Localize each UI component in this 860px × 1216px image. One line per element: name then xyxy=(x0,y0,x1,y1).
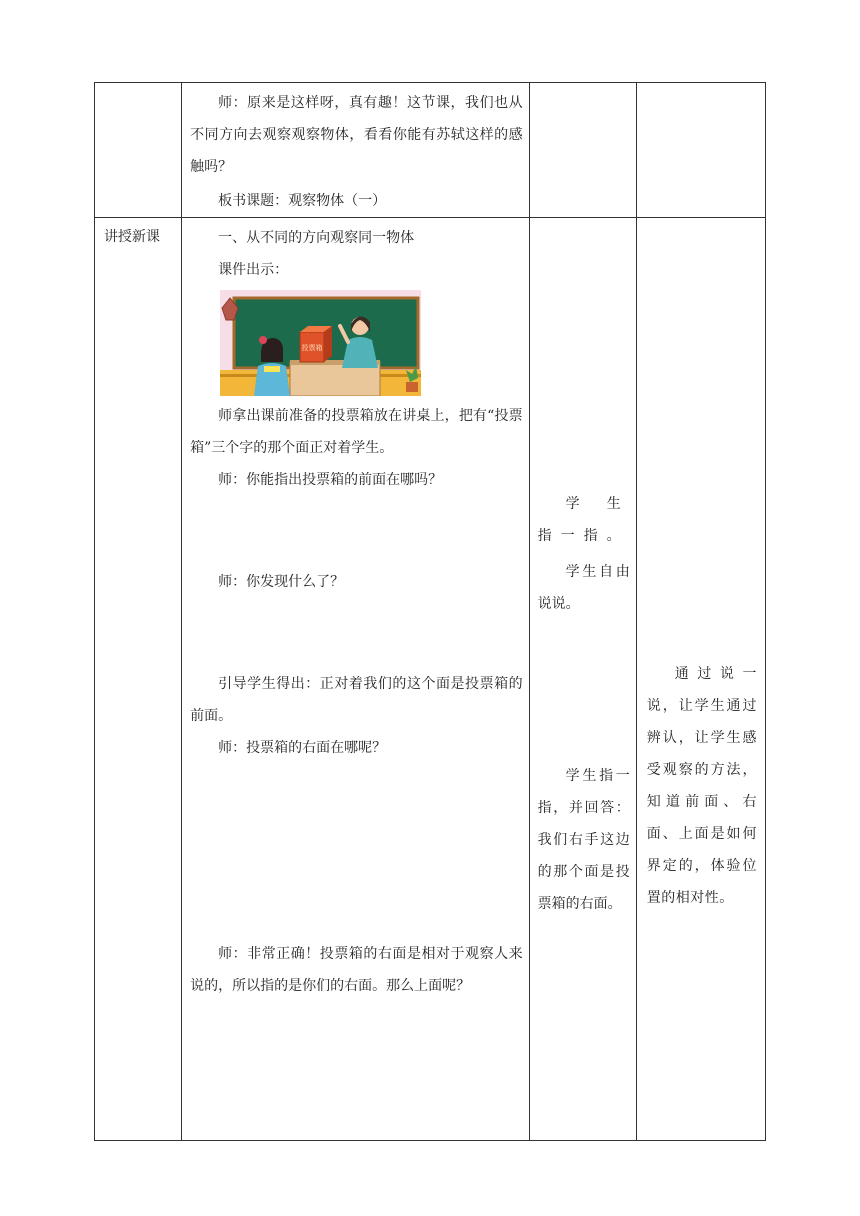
question-discovery: 师：你发现什么了？ xyxy=(218,574,345,590)
student-response-1-text: 学生指一指。 xyxy=(537,496,630,544)
design-intent-text: 通过说一说，让学生通过辨认，让学生感受观察的方法，知道前面、右面、上面是如何界定的，体验位置的相对性。 xyxy=(646,666,757,906)
stage-cell xyxy=(95,83,182,218)
section-heading: 一、从不同的方向观察同一物体 xyxy=(218,230,415,246)
student-response-1 xyxy=(538,488,630,552)
ballot-box-label: 投票箱 xyxy=(301,344,323,352)
design-intent-cell xyxy=(636,218,765,1141)
design-intent-cell xyxy=(636,83,765,218)
classroom-illustration xyxy=(220,290,421,396)
guidance-text: 引导学生得出：正对着我们的这个面是投票箱的前面。 xyxy=(190,676,523,724)
teacher-activity-cell xyxy=(182,218,530,1141)
ballot-box-description: 师拿出课前准备的投票箱放在讲桌上，把有“投票箱”三个字的那个面正对着学生。 xyxy=(190,408,523,456)
blackboard-title: 板书课题：观察物体（一） xyxy=(218,193,387,209)
teacher-confirmation: 师：非常正确！投票箱的右面是相对于观察人来说的，所以指的是你们的右面。那么上面呢？ xyxy=(190,946,523,994)
student-activity-cell xyxy=(529,83,636,218)
question-right: 师：投票箱的右面在哪呢？ xyxy=(218,740,387,756)
question-front: 师：你能指出投票箱的前面在哪吗？ xyxy=(218,472,443,488)
table-row xyxy=(95,83,766,218)
teacher-activity-cell xyxy=(182,83,530,218)
lesson-plan-table xyxy=(94,82,766,1141)
student-response-2: 学生自由说说。 xyxy=(537,564,630,612)
student-response-3: 学生指一指，并回答：我们右手这边的那个面是投票箱的右面。 xyxy=(537,768,630,912)
courseware-label: 课件出示： xyxy=(218,262,289,278)
section-label: 讲授新课 xyxy=(104,229,160,245)
student-activity-cell xyxy=(529,218,636,1141)
stage-cell xyxy=(95,218,182,1141)
table-row xyxy=(95,218,766,1141)
teacher-dialogue: 师：原来是这样呀，真有趣！这节课，我们也从不同方向去观察观察物体，看看你能有苏轼这样的感触吗？ xyxy=(190,95,523,175)
